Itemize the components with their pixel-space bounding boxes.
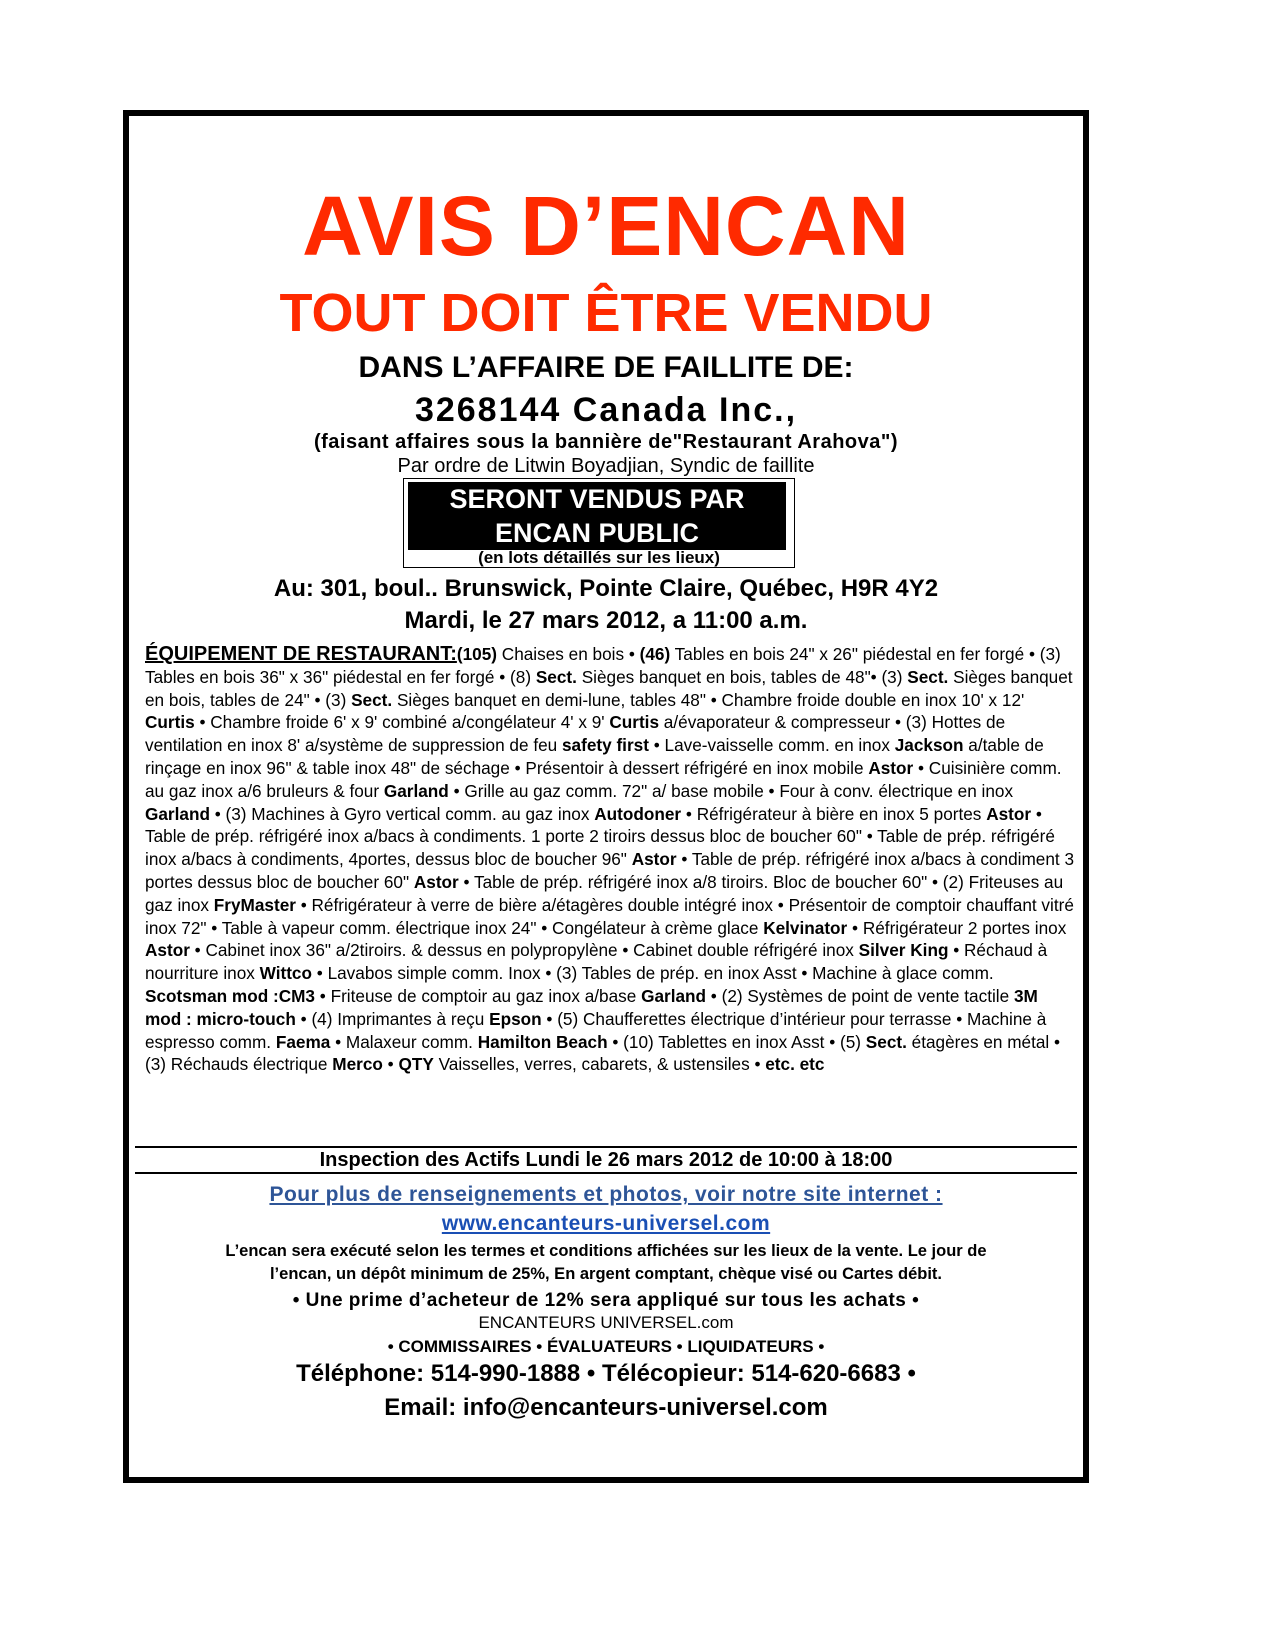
sale-banner bbox=[408, 482, 786, 550]
equipment-brand: safety first bbox=[562, 735, 649, 756]
equipment-brand: Garland bbox=[145, 803, 210, 824]
equipment-brand: Epson bbox=[489, 1008, 542, 1029]
equipment-text: Vaisselles, verres, cabarets, & ustensiles • bbox=[433, 1054, 766, 1075]
equipment-text: • Lavabos simple comm. Inox • (3) Tables de prép. en inox Asst • Machine à glace comm. bbox=[312, 963, 994, 984]
notice-title: AVIS D’ENCAN bbox=[302, 179, 910, 273]
banner-name: (faisant affaires sous la bannière de"Restaurant Arahova") bbox=[313, 431, 899, 453]
equipment-text: • Table de prép. réfrigéré inox a/8 tiroirs. Bloc de boucher 60" • (2) Friteuses au gaz inox bbox=[145, 871, 1064, 915]
contact-phone: Téléphone: 514-990-1888 • Télécopieur: 514-620-6683 • bbox=[296, 1360, 916, 1387]
sale-box bbox=[403, 478, 795, 568]
equipment-text: • (2) Systèmes de point de vente tactile bbox=[706, 985, 1014, 1006]
equipment-text: • Cuisinière comm. au gaz inox a/6 bruleurs & four bbox=[145, 757, 1062, 801]
equipment-text: • Grille au gaz comm. 72" a/ base mobile • Four à conv. électrique en inox bbox=[448, 780, 1014, 801]
equipment-text: • bbox=[382, 1054, 399, 1075]
equipment-text: • Réchaud à nourriture inox bbox=[145, 940, 1048, 984]
equipment-brand: Garland bbox=[383, 780, 449, 801]
auctioneer-roles: • COMMISSAIRES • ÉVALUATEURS • LIQUIDATEURS • bbox=[387, 1337, 825, 1356]
auctioneer-name: ENCANTEURS UNIVERSEL.com bbox=[478, 1313, 734, 1332]
website-link[interactable]: www.encanteurs-universel.com bbox=[441, 1212, 771, 1235]
equipment-brand: Astor bbox=[986, 803, 1032, 824]
equipment-text: Chaises en bois • bbox=[497, 644, 640, 664]
equipment-brand: Silver King bbox=[858, 940, 949, 961]
trustee-line: Par ordre de Litwin Boyadjian, Syndic de faillite bbox=[397, 455, 815, 477]
equipment-text: • Chambre froide 6' x 9' combiné a/congélateur 4' x 9' bbox=[194, 712, 610, 733]
equipment-text: • (10) Tablettes en inox Asst • (5) bbox=[607, 1031, 866, 1052]
equipment-brand: Astor bbox=[868, 757, 914, 778]
equipment-brand: Sect. bbox=[351, 689, 393, 710]
equipment-brand: Kelvinator bbox=[763, 917, 848, 938]
sale-note: (en lots détaillés sur les lieux) bbox=[478, 548, 720, 567]
equipment-text: • Friteuse de comptoir au gaz inox a/base bbox=[315, 985, 642, 1006]
equipment-text: • Table de prép. réfrigéré inox a/bacs à condiments. 1 porte 2 tiroirs dessus bloc de boucher 60" • Table de prép. réfrigéré inox a/bacs à condiments, 4portes, dessus bloc de boucher 96" bbox=[145, 803, 1055, 870]
equipment-text: • (5) Chaufferettes électrique d’intérieur pour terrasse • Machine à espresso comm. bbox=[145, 1008, 1047, 1052]
equipment-brand: (46) bbox=[639, 644, 671, 664]
terms-text bbox=[149, 1240, 1063, 1286]
equipment-brand: Sect. bbox=[865, 1031, 907, 1052]
equipment-text: Sièges banquet en demi-lune, tables 48" • Chambre froide double en inox 10' x 12' bbox=[392, 689, 1025, 710]
equipment-brand: Wittco bbox=[259, 963, 312, 984]
equipment-text: Tables en bois 24" x 26" piédestal en fer forgé • (3) Tables en bois 36" x 36" piédestal en fer forgé • (8) bbox=[145, 644, 1061, 687]
buyer-premium: • Une prime d’acheteur de 12% sera appliqué sur tous les achats • bbox=[292, 1290, 920, 1311]
equipment-brand: Hamilton Beach bbox=[477, 1031, 608, 1052]
equipment-text: a/table de rinçage en inox 96" & table inox 48" de séchage • Présentoir à dessert réfrigéré en inox mobile bbox=[145, 735, 1044, 778]
equipment-brand: Curtis bbox=[145, 712, 195, 733]
equipment-text: Sièges banquet en bois, tables de 24" • (3) bbox=[145, 666, 1073, 710]
equipment-brand: (105) bbox=[456, 644, 497, 664]
equipment-text: • (3) Machines à Gyro vertical comm. au gaz inox bbox=[209, 803, 595, 824]
company-name: 3268144 Canada Inc., bbox=[414, 391, 798, 429]
equipment-brand: Curtis bbox=[609, 712, 660, 733]
equipment-text: • Cabinet inox 36" a/2tiroirs. & dessus en polypropylène • Cabinet double réfrigéré inox bbox=[189, 940, 859, 961]
equipment-brand: Astor bbox=[145, 940, 190, 961]
equipment-brand: 3M mod : micro-touch bbox=[145, 985, 1038, 1029]
inspection-banner: Inspection des Actifs Lundi le 26 mars 2012 de 10:00 à 18:00 bbox=[135, 1146, 1077, 1174]
equipment-text: a/évaporateur & compresseur • (3) Hottes de ventilation en inox 8' a/système de suppression de feu bbox=[145, 712, 1006, 756]
equipment-items bbox=[145, 644, 1074, 1074]
info-link[interactable]: Pour plus de renseignements et photos, voir notre site internet : bbox=[269, 1183, 943, 1206]
equipment-brand: FryMaster bbox=[213, 894, 296, 915]
equipment-text: • Réfrigérateur à bière en inox 5 portes bbox=[681, 803, 987, 824]
terms-line-1: L’encan sera exécuté selon les termes et conditions affichées sur les lieux de la vente. Le jour de bbox=[225, 1242, 987, 1260]
sale-line-2: ENCAN PUBLIC bbox=[494, 518, 699, 548]
equipment-brand: QTY bbox=[398, 1054, 434, 1075]
equipment-text: • (4) Imprimantes à reçu bbox=[295, 1008, 490, 1029]
terms-line-2: l’encan, un dépôt minimum de 25%, En argent comptant, chèque visé ou Cartes débit. bbox=[269, 1265, 943, 1283]
equipment-text: Sièges banquet en bois, tables de 48"• (3) bbox=[576, 666, 908, 687]
contact-email[interactable]: Email: info@encanteurs-universel.com bbox=[384, 1394, 828, 1421]
equipment-brand: etc. etc bbox=[765, 1054, 825, 1075]
bankruptcy-heading: DANS L’AFFAIRE DE FAILLITE DE: bbox=[358, 351, 854, 384]
equipment-brand: Sect. bbox=[535, 666, 577, 687]
equipment-brand: Merco bbox=[332, 1054, 383, 1075]
equipment-brand: Sect. bbox=[907, 666, 949, 687]
equipment-text: • Réfrigérateur à verre de bière a/étagères double intégré inox • Présentoir de comptoir chauffant vitré inox 72" • Table à vapeur comm. électrique inox 24" • Congélateur à crème glace bbox=[145, 894, 1074, 938]
equipment-text: • Table de prép. réfrigéré inox a/bacs à condiment 3 portes dessus bloc de boucher 60" bbox=[145, 849, 1075, 892]
equipment-brand: Faema bbox=[275, 1031, 331, 1052]
equipment-brand: Autodoner bbox=[594, 803, 682, 824]
equipment-brand: Astor bbox=[631, 849, 677, 870]
equipment-brand: Jackson bbox=[894, 735, 964, 756]
equipment-brand: Scotsman mod :CM3 bbox=[145, 985, 315, 1006]
notice-subtitle: TOUT DOIT ÊTRE VENDU bbox=[279, 283, 933, 343]
equipment-text: • Malaxeur comm. bbox=[330, 1031, 478, 1052]
notice-frame bbox=[123, 110, 1089, 1483]
equipment-text: • Lave-vaisselle comm. en inox bbox=[648, 735, 895, 756]
sale-date: Mardi, le 27 mars 2012, a 11:00 a.m. bbox=[404, 607, 808, 634]
equipment-list bbox=[145, 643, 1075, 1076]
sale-address: Au: 301, boul.. Brunswick, Pointe Claire, Québec, H9R 4Y2 bbox=[273, 575, 939, 602]
sale-line-1: SERONT VENDUS PAR bbox=[449, 484, 745, 514]
equipment-heading: ÉQUIPEMENT DE RESTAURANT: bbox=[145, 643, 457, 665]
equipment-text: • Réfrigérateur 2 portes inox bbox=[847, 917, 1067, 938]
equipment-brand: Astor bbox=[413, 871, 459, 892]
equipment-brand: Garland bbox=[641, 985, 707, 1006]
equipment-text: étagères en métal • (3) Réchauds électrique bbox=[145, 1031, 1061, 1075]
